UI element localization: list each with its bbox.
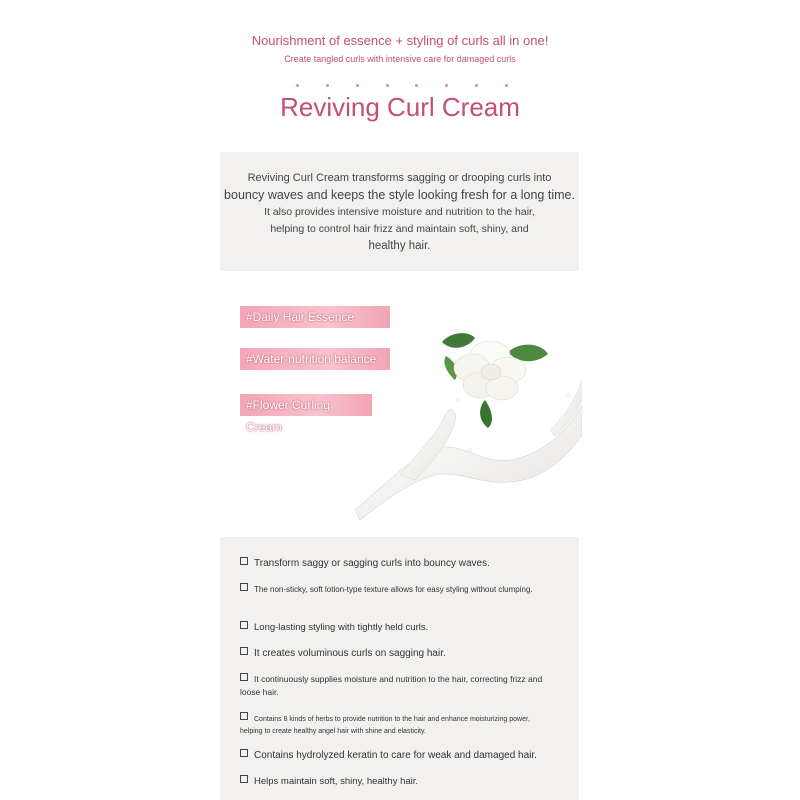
dot — [296, 84, 299, 87]
checkbox-icon — [240, 621, 248, 629]
feature-item — [240, 557, 550, 569]
dot — [326, 84, 329, 87]
feature-text: It creates voluminous curls on sagging hair. — [254, 648, 446, 659]
checkbox-icon — [240, 647, 248, 655]
feature-text: Contains 8 kinds of herbs to provide nutrition to the hair and enhance moisturizing power, helping to create healthy angel hair with shine and elasticity. — [240, 716, 530, 735]
checkbox-icon — [240, 749, 248, 757]
milk-droplet — [566, 393, 569, 396]
features-box — [220, 537, 579, 800]
feature-text: Long-lasting styling with tightly held curls. — [254, 622, 429, 633]
description-line: It also provides intensive moisture and nutrition to the hair, — [264, 206, 535, 218]
description-line: bouncy waves and keeps the style looking fresh for a long time. — [224, 188, 575, 202]
tagline: Nourishment of essence + styling of curls all in one! — [251, 33, 549, 48]
decorative-dots — [296, 84, 508, 87]
checkbox-icon — [240, 557, 248, 565]
feature-item — [240, 775, 550, 787]
checkbox-icon — [240, 583, 248, 591]
feature-item — [240, 712, 545, 738]
dot — [386, 84, 389, 87]
feature-text: Contains hydrolyzed keratin to care for weak and damaged hair. — [254, 750, 537, 761]
checkbox-icon — [240, 775, 248, 783]
dot — [445, 84, 448, 87]
leaf-shape — [480, 400, 492, 428]
description-line: helping to control hair frizz and maintain soft, shiny, and — [270, 223, 529, 235]
gardenia-milk-splash-image — [350, 310, 582, 525]
feature-item — [240, 749, 550, 761]
hashtag-flower-curling: #Flower Curling Cream — [240, 394, 372, 416]
feature-item — [240, 647, 550, 659]
dot — [356, 84, 359, 87]
hashtag-daily-hair-essence: #Daily Hair Essence — [240, 306, 390, 328]
feature-item — [240, 583, 550, 594]
subtagline: Create tangled curls with intensive care for damaged curls — [284, 54, 516, 64]
description-line: Reviving Curl Cream transforms sagging or drooping curls into — [247, 172, 552, 184]
petal-shape — [481, 364, 501, 380]
description-line: healthy hair. — [368, 240, 431, 252]
dot — [505, 84, 508, 87]
feature-text: Helps maintain soft, shiny, healthy hair. — [254, 776, 419, 787]
feature-text: The non-sticky, soft lotion-type texture allows for easy styling without clumping. — [254, 585, 533, 594]
description-box — [220, 152, 579, 271]
product-title: Reviving Curl Cream — [280, 92, 520, 122]
hashtag-water-nutrition: #Water-nutrition balance — [240, 348, 390, 370]
feature-text: Transform saggy or sagging curls into bouncy waves. — [254, 558, 490, 569]
checkbox-icon — [240, 712, 248, 720]
dot — [475, 84, 478, 87]
milk-droplet — [390, 486, 394, 490]
feature-item — [240, 621, 550, 633]
checkbox-icon — [240, 673, 248, 681]
feature-text: It continuously supplies moisture and nutrition to the hair, correcting frizz and loose hair. — [240, 674, 543, 697]
milk-splash-shape — [355, 405, 582, 520]
feature-item — [240, 673, 545, 699]
dot — [415, 84, 418, 87]
milk-droplet — [456, 398, 460, 402]
milk-droplet — [469, 449, 472, 452]
leaf-shape — [442, 333, 475, 348]
